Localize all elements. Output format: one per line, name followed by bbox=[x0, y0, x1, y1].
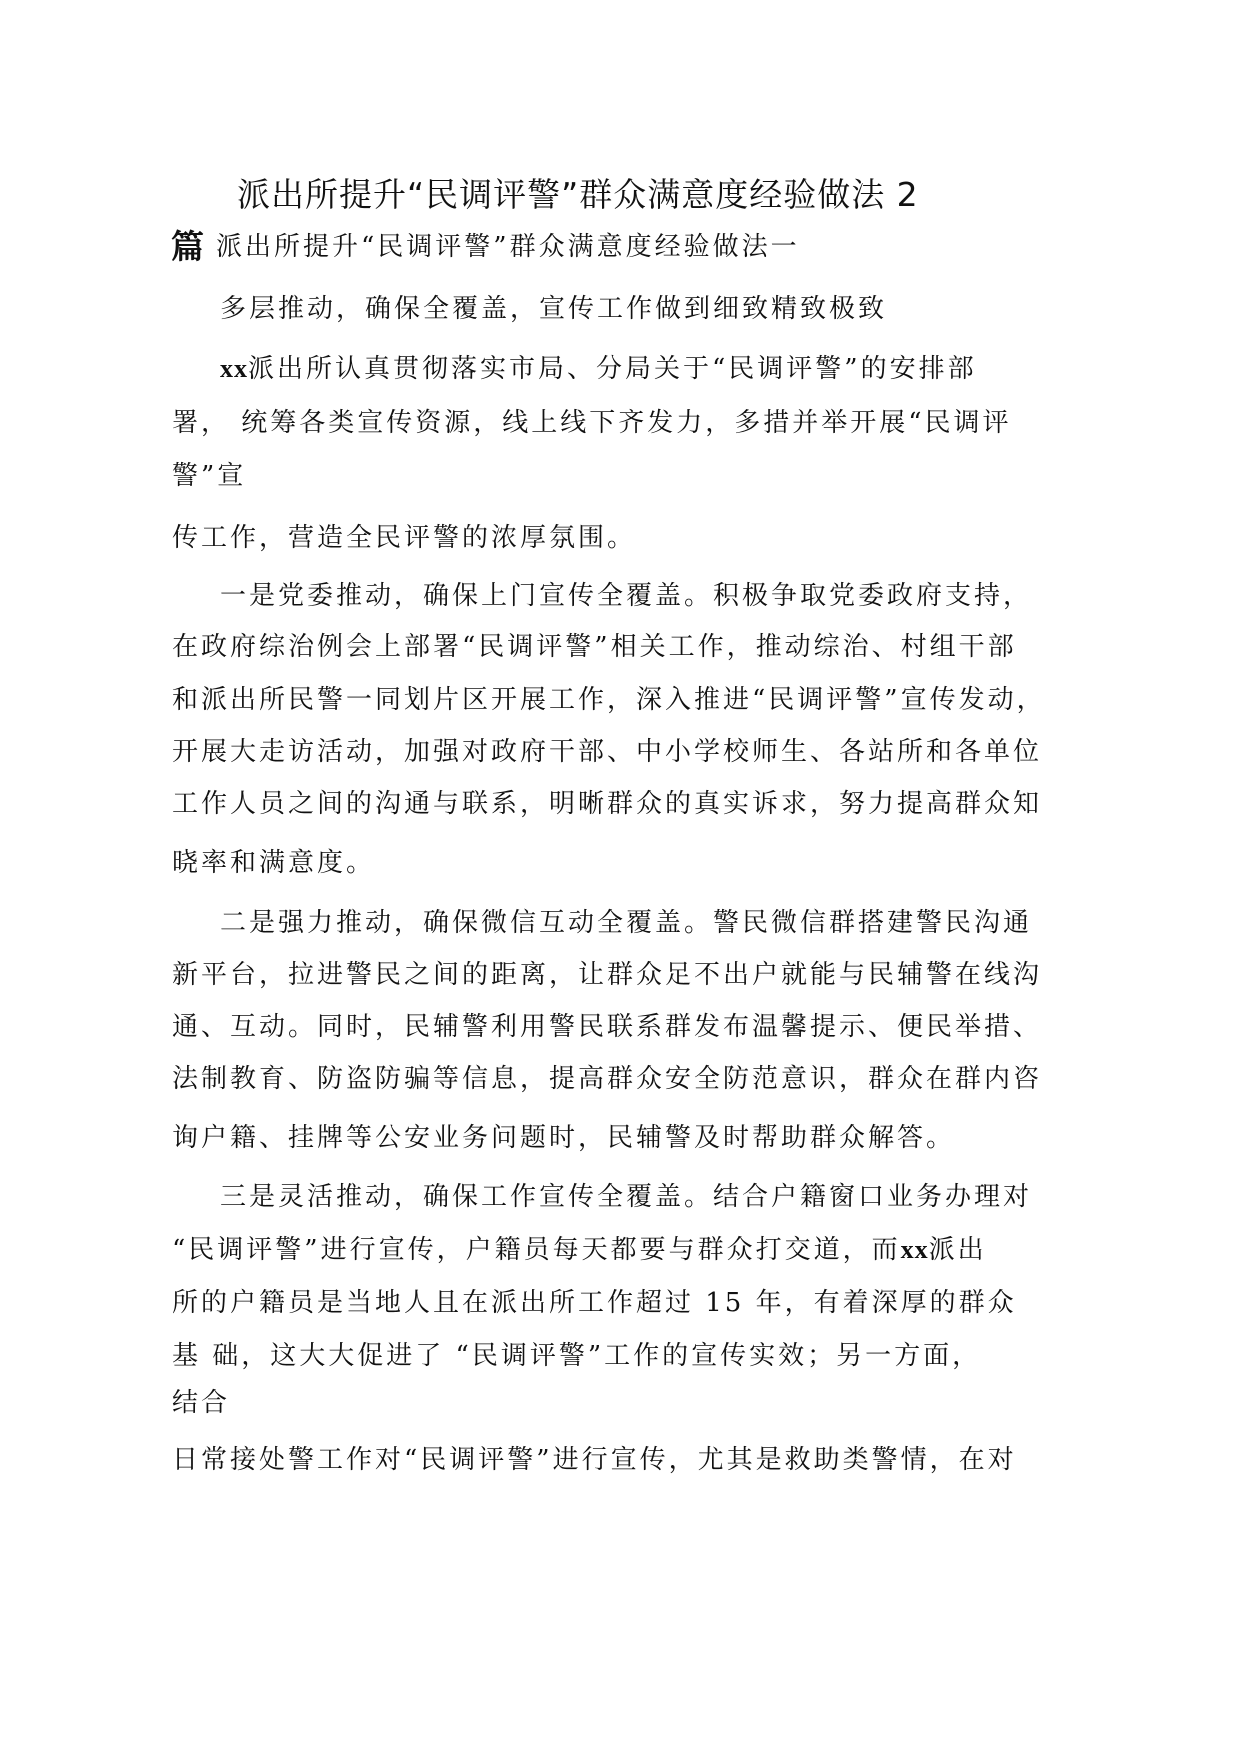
document-title: 派出所提升“民调评警”群众满意度经验做法 2 bbox=[237, 175, 919, 214]
paragraph-4-line-1: 三是灵活推动，确保工作宣传全覆盖。结合户籍窗口业务办理对 bbox=[220, 1182, 1033, 1212]
section-heading: 多层推动，确保全覆盖，宣传工作做到细致精致极致 bbox=[220, 294, 888, 324]
placeholder-xx: xx bbox=[220, 354, 248, 383]
paragraph-4-line-3: 所的户籍员是当地人且在派出所工作超过 15 年，有着深厚的群众 bbox=[172, 1288, 1017, 1318]
placeholder-xx: xx bbox=[900, 1235, 929, 1264]
paragraph-4-line-4: 基 础，这大大促进了 “民调评警”工作的宣传实效；另一方面， bbox=[172, 1341, 982, 1371]
paragraph-1-line-1 bbox=[220, 352, 977, 386]
paragraph-2-line-3: 和派出所民警一同划片区开展工作，深入推进“民调评警”宣传发动， bbox=[172, 685, 1046, 715]
document-title-continuation: 篇 bbox=[171, 227, 204, 266]
paragraph-2-line-1: 一是党委推动，确保上门宣传全覆盖。积极争取党委政府支持， bbox=[220, 581, 1033, 611]
paragraph-2-line-4: 开展大走访活动，加强对政府干部、中小学校师生、各站所和各单位 bbox=[172, 737, 1043, 767]
paragraph-4-line-2-text-b: 派出 bbox=[928, 1235, 987, 1265]
paragraph-2-line-5: 工作人员之间的沟通与联系，明晰群众的真实诉求，努力提高群众知 bbox=[172, 789, 1043, 819]
document-subtitle: 派出所提升“民调评警”群众满意度经验做法一 bbox=[216, 232, 800, 262]
paragraph-4-line-2 bbox=[172, 1233, 987, 1267]
paragraph-1-line-3: 警”宣 bbox=[172, 461, 247, 491]
paragraph-4-line-2-text-a: “民调评警”进行宣传，户籍员每天都要与群众打交道，而 bbox=[172, 1235, 901, 1265]
paragraph-3-line-5: 询户籍、挂牌等公安业务问题时，民辅警及时帮助群众解答。 bbox=[172, 1123, 956, 1153]
paragraph-3-line-2: 新平台，拉进警民之间的距离，让群众足不出户就能与民辅警在线沟 bbox=[172, 960, 1043, 990]
paragraph-2-line-2: 在政府综治例会上部署“民调评警”相关工作，推动综治、村组干部 bbox=[172, 632, 1017, 662]
paragraph-3-line-4: 法制教育、防盗防骗等信息，提高群众安全防范意识，群众在群内咨 bbox=[172, 1064, 1043, 1094]
paragraph-1-line-4: 传工作，营造全民评警的浓厚氛围。 bbox=[172, 523, 637, 553]
paragraph-3-line-3: 通、互动。同时，民辅警利用警民联系群发布温馨提示、便民举措、 bbox=[172, 1012, 1043, 1042]
paragraph-1-line-1-text: 派出所认真贯彻落实市局、分局关于“民调评警”的安排部 bbox=[248, 354, 977, 384]
paragraph-1-line-2: 署， 统筹各类宣传资源，线上线下齐发力，多措并举开展“民调评 bbox=[172, 408, 1012, 438]
paragraph-4-line-5: 结合 bbox=[172, 1388, 231, 1418]
paragraph-3-line-1: 二是强力推动，确保微信互动全覆盖。警民微信群搭建警民沟通 bbox=[220, 908, 1033, 938]
paragraph-2-line-6: 晓率和满意度。 bbox=[172, 848, 376, 878]
paragraph-4-line-6: 日常接处警工作对“民调评警”进行宣传，尤其是救助类警情，在对 bbox=[172, 1445, 1017, 1475]
